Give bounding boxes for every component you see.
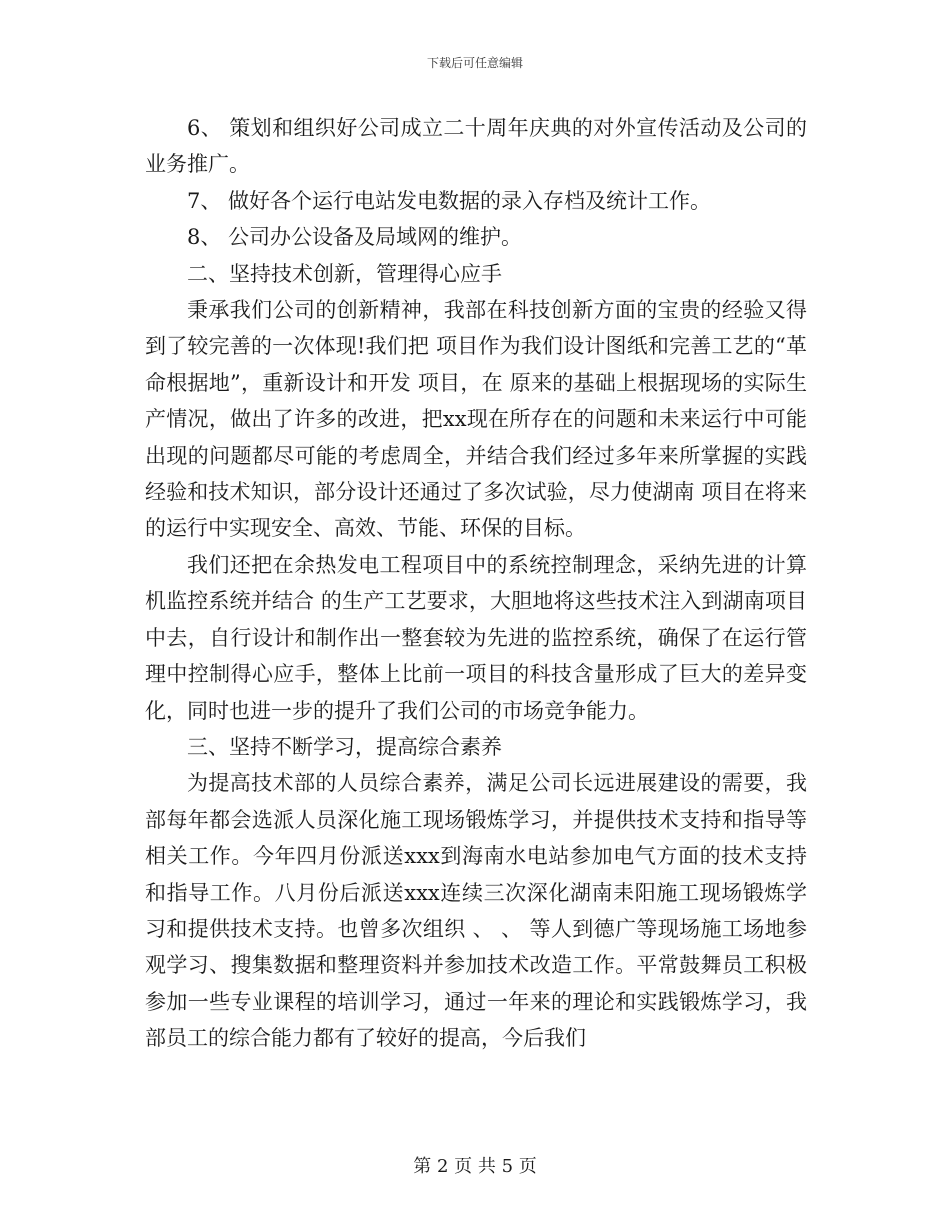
page-header-note: 下载后可任意编辑 xyxy=(426,56,523,70)
paragraph-item-6: 6、 策划和组织好公司成立二十周年庆典的对外宣传活动及公司的业务推广。 xyxy=(145,116,807,177)
paragraph-training: 为提高技术部的人员综合素养，满足公司长远进展建设的需要，我部每年都会选派人员深化施工现场锻炼学习，并提供技术支持和指导等相关工作。今年四月份派送xxx到海南水电站参加电气方面的技术支持和指导工作。八月份后派送xxx连续三次深化湖南耒阳施工现场锻炼学习和提供技术支持。也曾多次组织 、 、 等人到德广等现场施工场地参观学习、搜集数据和整理资料并参加技术改造工作。平常鼓舞员工积极参加一些专业课程的培训学习，通过一年来的理论和实践锻炼学习，我部员工的综合能力都有了较好的提高，今后我们 xyxy=(145,771,807,1051)
paragraph-item-7: 7、 做好各个运行电站发电数据的录入存档及统计工作。 xyxy=(187,188,712,213)
paragraph-innovation: 秉承我们公司的创新精神，我部在科技创新方面的宝贵的经验又得到了较完善的一次体现!我们把 项目作为我们设计图纸和完善工艺的“革命根据地”，重新设计和开发 项目，在 原来的基础上根据现场的实际生产情况，做出了许多的改进，把xx现在所存在的问题和未来运行中可能出现的问题都尽可能的考虑周全，并结合我们经过多年来所掌握的实践经验和技术知识，部分设计还通过了多次试验，尽力使湖南 项目在将来的运行中实现安全、高效、节能、环保的目标。 xyxy=(145,298,807,541)
section-heading-2: 二、坚持技术创新，管理得心应手 xyxy=(187,261,502,286)
paragraph-item-8: 8、 公司办公设备及局域网的维护。 xyxy=(187,225,523,250)
paragraph-control-system: 我们还把在余热发电工程项目中的系统控制理念，采纳先进的计算机监控系统并结合 的生产工艺要求，大胆地将这些技术注入到湖南项目中去，自行设计和制作出一整套较为先进的监控系统，确保了在运行管理中控制得心应手，整体上比前一项目的科技含量形成了巨大的差异变化，同时也进一步的提升了我们公司的市场竞争能力。 xyxy=(145,552,807,723)
page-number: 第 2 页 共 5 页 xyxy=(413,1156,537,1177)
section-heading-3: 三、坚持不断学习，提高综合素养 xyxy=(187,734,502,759)
document-body xyxy=(145,110,807,1057)
